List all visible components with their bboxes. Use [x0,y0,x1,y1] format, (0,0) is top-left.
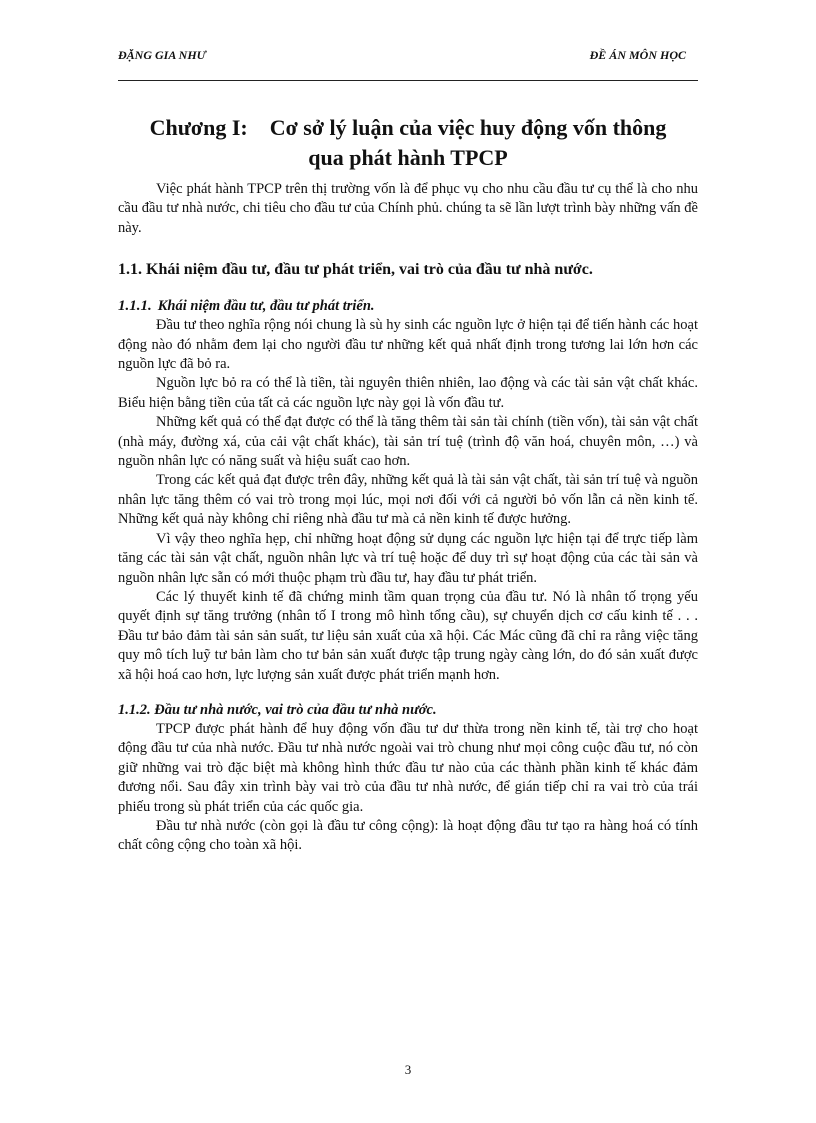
chapter-title-line-1: Chương I: Cơ sở lý luận của việc huy động vốn thông [149,115,667,140]
subsection-heading-1-1-2: 1.1.2. Đầu tư nhà nước, vai trò của đầu tư nhà nước. [118,701,437,718]
document-page [118,0,698,1123]
header-divider [118,80,698,81]
paragraph: TPCP được phát hành để huy động vốn đầu tư dư thừa trong nền kinh tế, tài trợ cho hoạt động đầu tư của nhà nước. Đầu tư nhà nước ngoài vai trò chung như mọi công cuộc đầu tư, nó còn giữ những vai trò đặc biệt mà không hình thức đầu tư nào của các thành phần kinh tế khác đảm đương nổi. Sau đây xin trình bày vai trò của đầu tư nhà nước, để gián tiếp chỉ ra vai trò của trái phiếu trong sù phát triển của các quốc gia. [118,720,698,815]
paragraph: Vì vậy theo nghĩa hẹp, chỉ những hoạt động sử dụng các nguồn lực hiện tại để trực tiếp làm tăng các tài sản vật chất, nguồn nhân lực và trí tuệ hoặc để duy trì sự hoạt động của các tài sản và nguồn nhân lực sẵn có mới thuộc phạm trù đầu tư, hay đầu tư phát triển. [118,530,698,586]
document-body [118,180,698,856]
intro-paragraph: Việc phát hành TPCP trên thị trường vốn là để phục vụ cho nhu cầu đầu tư cụ thể là cho nhu cầu đầu tư nhà nước, chi tiêu cho đầu tư của Chính phủ. chúng ta sẽ lần lượt trình bày những vấn đề này. [118,181,698,236]
paragraph: Đầu tư nhà nước (còn gọi là đầu tư công cộng): là hoạt động đầu tư tạo ra hàng hoá có tính chất công cộng cho toàn xã hội. [118,817,698,854]
chapter-title-line-2: qua phát hành TPCP [308,145,508,170]
paragraph: Trong các kết quả đạt được trên đây, những kết quả là tài sản vật chất, tài sản trí tuệ và nguồn nhân lực tăng thêm có vai trò trong mọi lúc, mọi nơi đối với cả người bỏ vốn lẫn cả nền kinh tế. Những kết quả này không chỉ riêng nhà đầu tư mà cả nền kinh tế được hưởng. [118,472,698,528]
paragraph: Nguồn lực bỏ ra có thể là tiền, tài nguyên thiên nhiên, lao động và các tài sản vật chất khác. Biểu hiện bằng tiền của tất cả các nguồn lực này gọi là vốn đầu tư. [118,375,698,411]
page-number: 3 [404,1062,412,1077]
subsection-number: 1.1.1. [118,298,152,315]
header-doc-type: ĐỀ ÁN MÔN HỌC [589,48,686,62]
section-heading-1-1: 1.1. Khái niệm đầu tư, đầu tư phát triển, vai trò của đầu tư nhà nước. [118,261,593,279]
paragraph: Đầu tư theo nghĩa rộng nói chung là sù hy sinh các nguồn lực ở hiện tại để tiến hành các hoạt động nào đó nhằm đem lại cho người đầu tư những kết quả nhất định trong tương lai lớn hơn các nguồn lực đã bỏ ra. [118,317,698,373]
chapter-title [118,113,698,173]
header-author: ĐẶNG GIA NHƯ [118,48,206,62]
paragraph: Những kết quả có thể đạt được có thể là tăng thêm tài sản tài chính (tiền vốn), tài sản vật chất (nhà máy, đường xá, của cải vật chất khác), tài sản trí tuệ (trình độ văn hoá, chuyên môn, …) và nguồn nhân lực có năng suất và hiệu suất cao hơn. [118,414,698,470]
running-header [118,48,698,68]
paragraph: Các lý thuyết kinh tế đã chứng minh tầm quan trọng của đầu tư. Nó là nhân tố trọng yếu quyết định sự tăng trưởng (nhân tố I trong mô hình tổng cầu), sự chuyển dịch cơ cấu kinh tế . . . Đầu tư bảo đảm tài sản sản suất, tư liệu sản xuất của xã hội. Các Mác cũng đã chỉ ra rằng việc tăng quy mô tích luỹ tư bản làm cho tư bản sản xuất được tập trung ngày càng lớn, do đó sản xuất được xã hội hoá cao hơn, lực lượng sản xuất được phát triển mạnh hơn. [118,588,698,683]
subsection-title: Khái niệm đầu tư, đầu tư phát triển. [157,298,375,315]
subsection-heading-1-1-1 [118,297,698,316]
